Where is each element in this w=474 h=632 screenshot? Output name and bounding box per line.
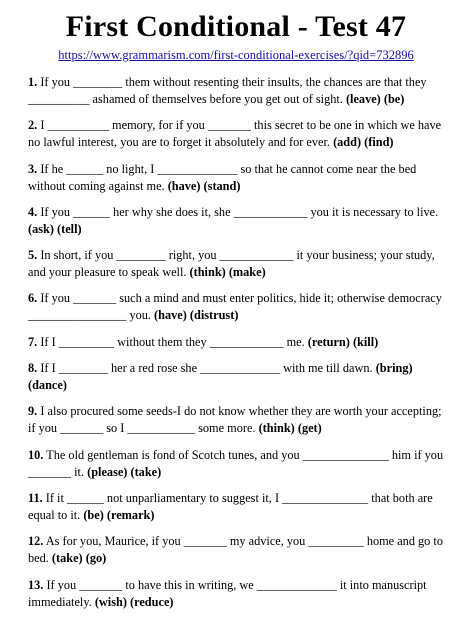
question-number: 1. [28, 75, 38, 89]
question-text: If I _________ without them they ____________ me. [40, 334, 305, 349]
question-number: 13. [28, 577, 44, 592]
question-number: 10. [28, 447, 44, 462]
verb-hint: (add) (find) [333, 135, 394, 150]
question-item [28, 447, 444, 481]
question-number: 2. [28, 118, 38, 133]
question-item [28, 490, 444, 524]
question-item [28, 161, 444, 195]
question-number: 12. [28, 534, 44, 549]
question-item [28, 74, 444, 108]
question-item [28, 334, 444, 351]
verb-hint: (leave) (be) [345, 92, 405, 106]
question-text: I also procured some seeds-I do not know whether they are worth your accepting; if you _______ so I ___________ some more. [28, 404, 442, 436]
question-text: If you _______ such a mind and must enter politics, hide it; otherwise democracy ________________ you. [28, 291, 442, 323]
verb-hint: (wish) (reduce) [94, 594, 174, 609]
question-text: As for you, Maurice, if you _______ my advice, you _________ home and go to bed. [28, 534, 443, 566]
verb-hint: (think) (make) [189, 265, 266, 280]
verb-hint: (think) (get) [258, 421, 322, 436]
question-text: If he ______ no light, I _____________ so that he cannot come near the bed without coming against me. [28, 161, 417, 193]
verb-hint: (return) (kill) [307, 334, 379, 349]
question-number: 4. [28, 204, 38, 219]
question-text: I __________ memory, for if you _______ this secret to be one in which we have no lawful interest, you are to forget it absolutely and for ever. [28, 118, 442, 150]
verb-hint: (be) (remark) [83, 507, 155, 522]
question-number: 9. [28, 404, 38, 419]
question-text: If you ________ them without resenting their insults, the chances are that they __________ ashamed of themselves before you get out of sight. [28, 75, 427, 106]
question-text: If you _______ to have this in writing, we _____________ it into manuscript immediately. [28, 577, 427, 609]
question-text: In short, if you ________ right, you ____________ it your business; your study, and your pleasure to speak well. [28, 248, 435, 280]
question-item [28, 577, 444, 611]
verb-hint: (bring) (dance) [28, 361, 413, 393]
question-number: 11. [28, 490, 43, 505]
page-title: First Conditional - Test 47 [65, 10, 407, 43]
question-number: 8. [28, 361, 38, 376]
question-number: 6. [28, 291, 38, 306]
question-item [28, 117, 444, 151]
verb-hint: (have) (distrust) [154, 308, 239, 323]
question-text: The old gentleman is fond of Scotch tunes, and you ______________ him if you _______ it. [28, 447, 444, 479]
question-item [28, 360, 444, 394]
question-item [28, 247, 444, 281]
source-link[interactable]: https://www.grammarism.com/first-conditional-exercises/?qid=732896 [58, 48, 414, 62]
question-number: 3. [28, 161, 38, 176]
verb-hint: (please) (take) [87, 464, 162, 479]
question-number: 5. [28, 248, 38, 263]
question-text: If you ______ her why she does it, she ____________ you it is necessary to live. [40, 204, 439, 219]
question-item [28, 403, 444, 437]
question-item [28, 290, 444, 324]
verb-hint: (take) (go) [51, 551, 107, 566]
question-item [28, 204, 444, 238]
question-number: 7. [28, 334, 38, 349]
question-text: If it ______ not unparliamentary to suggest it, I ______________ that both are equal to it. [28, 490, 433, 522]
question-text: If I ________ her a red rose she _____________ with me till dawn. [40, 361, 373, 376]
verb-hint: (ask) (tell) [28, 221, 82, 236]
verb-hint: (have) (stand) [167, 178, 241, 193]
question-list [28, 74, 444, 611]
question-item [28, 533, 444, 567]
